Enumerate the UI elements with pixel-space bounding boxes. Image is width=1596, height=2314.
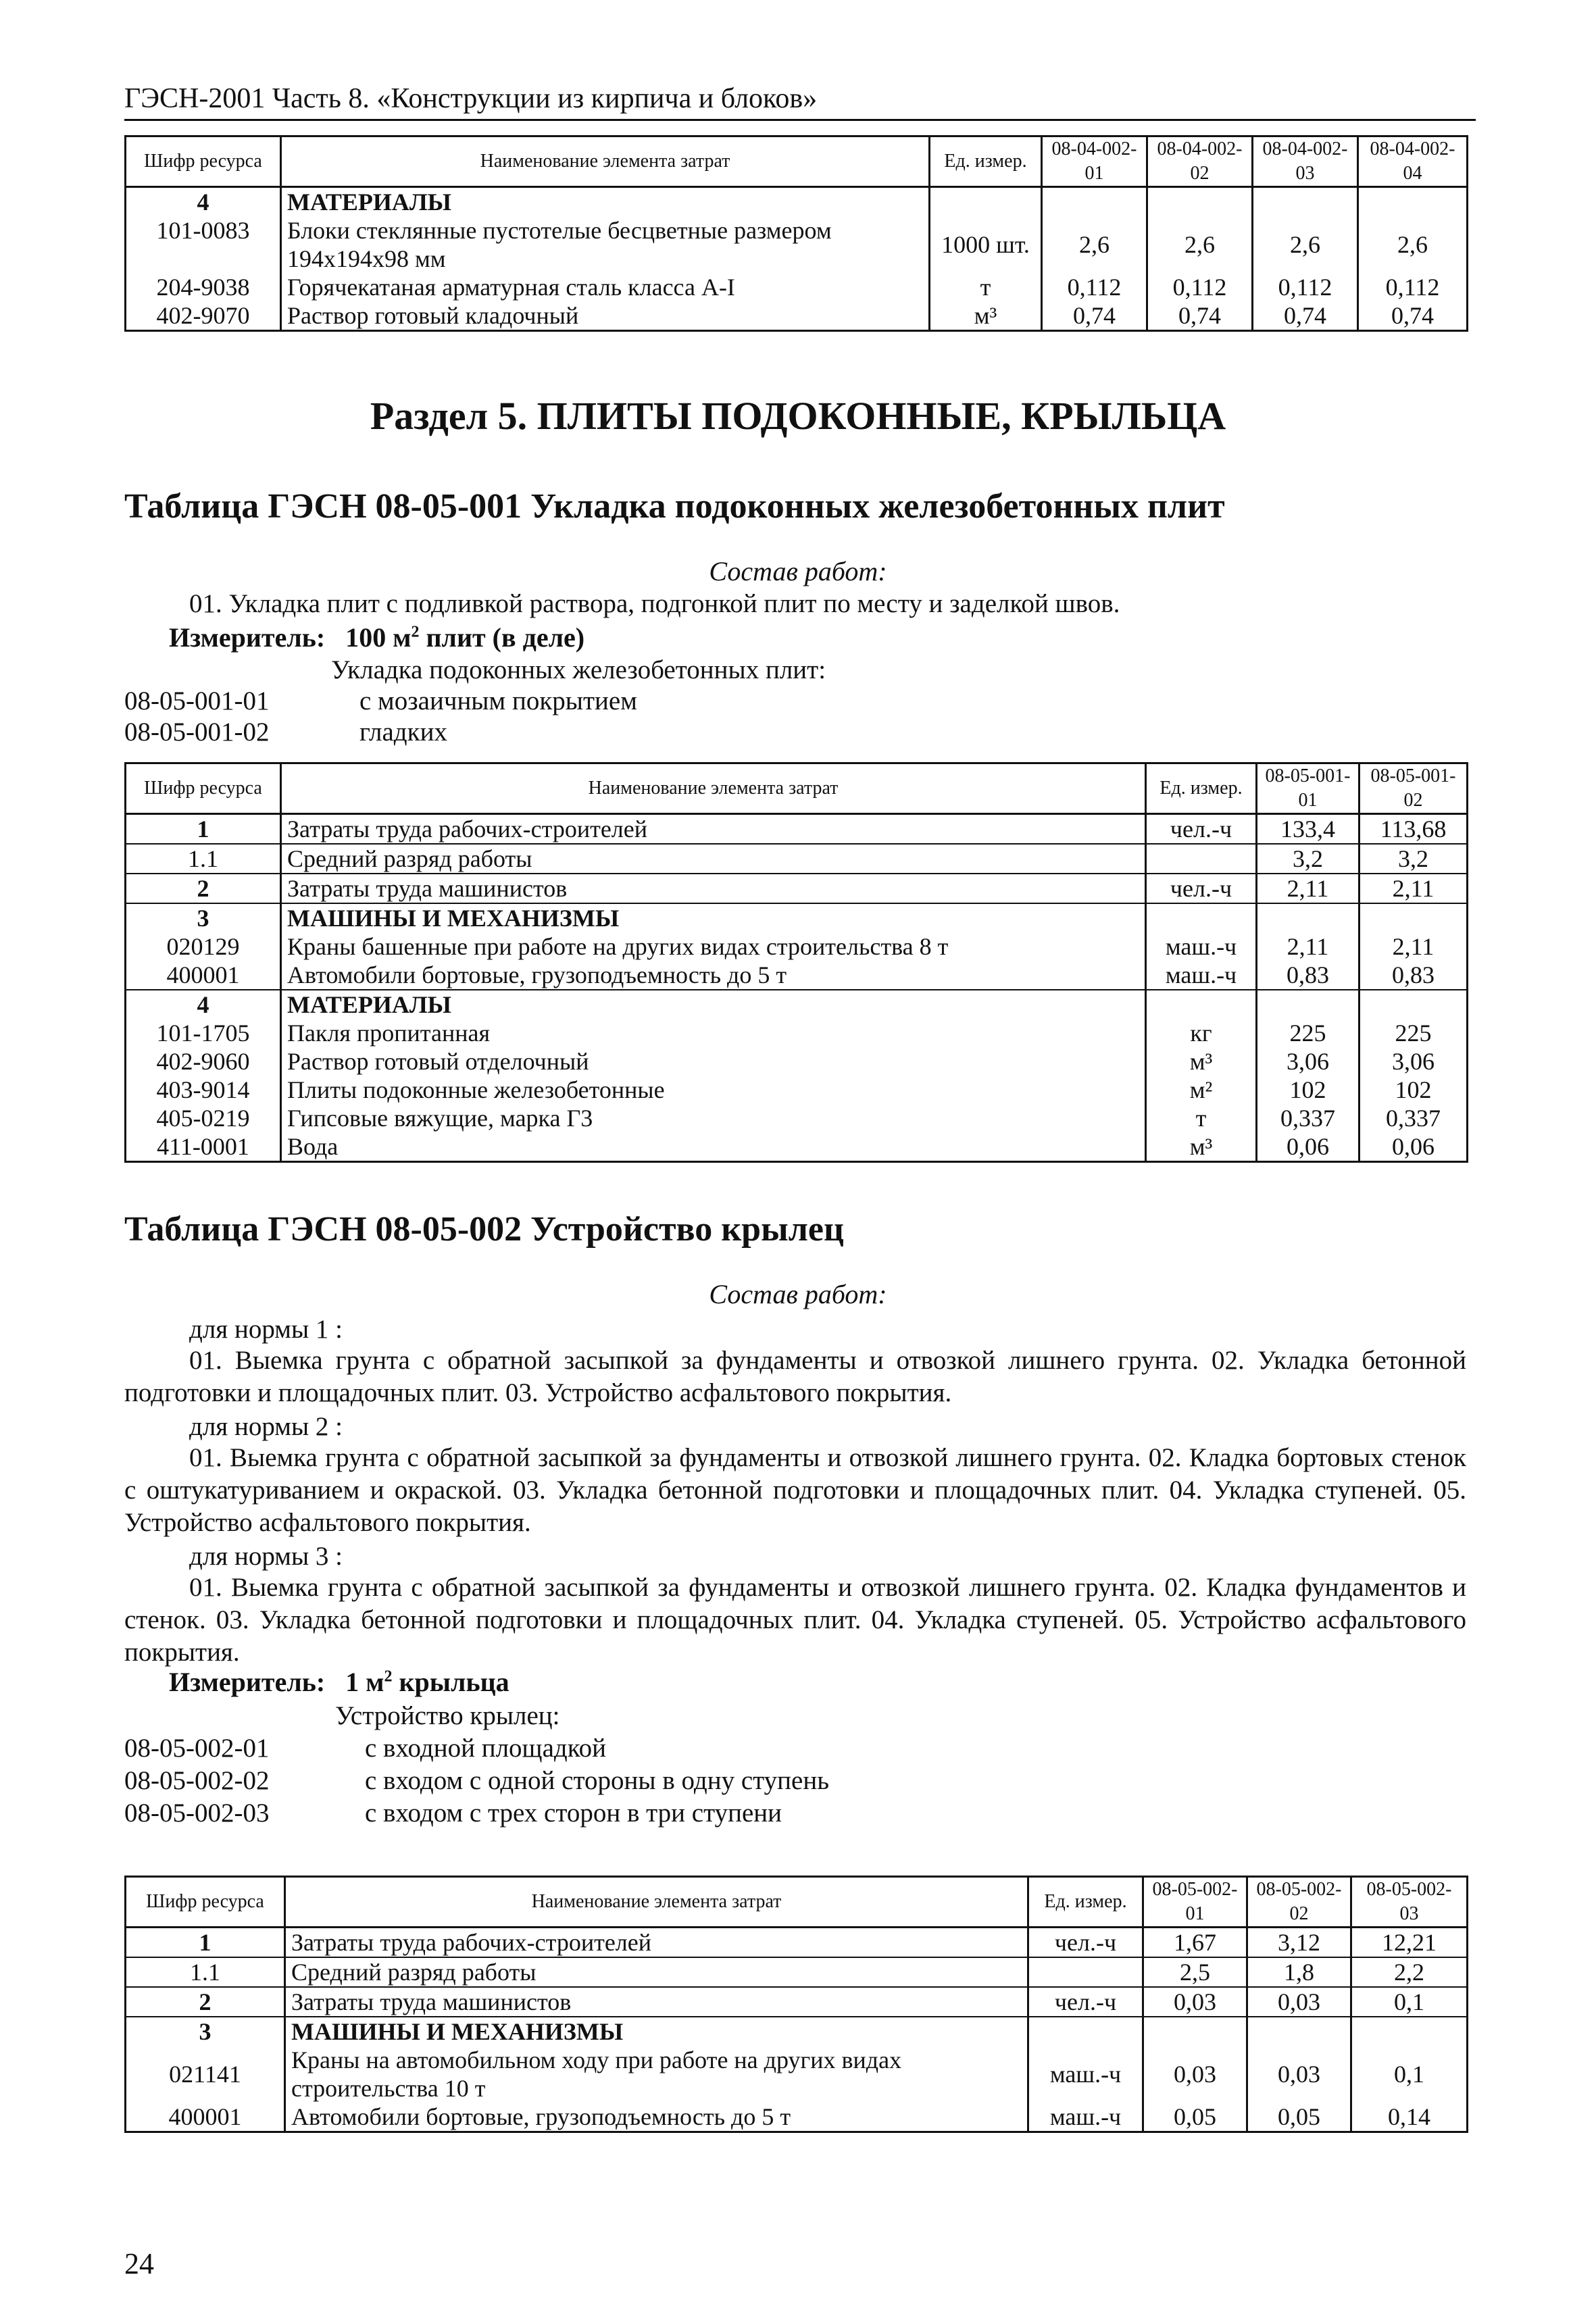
work-composition-label: Состав работ: xyxy=(709,556,887,586)
value: 225 xyxy=(1257,1019,1360,1047)
value: 2,6 xyxy=(1147,216,1253,273)
table-row xyxy=(126,814,1468,845)
header-rule xyxy=(124,119,1476,121)
value: 2,11 xyxy=(1360,932,1468,961)
resource-code: 020129 xyxy=(126,932,281,961)
table-08-05-001 xyxy=(124,762,1468,1163)
unit: м³ xyxy=(1146,1132,1257,1162)
col-header: 08-04-002-02 xyxy=(1147,136,1253,187)
value: 3,12 xyxy=(1247,1928,1351,1958)
norm-text: с входной площадкой xyxy=(365,1734,607,1763)
resource-code: 204-9038 xyxy=(126,273,281,301)
table-row xyxy=(126,2103,1468,2132)
value: 0,03 xyxy=(1247,2046,1351,2103)
resource-code: 021141 xyxy=(126,2046,285,2103)
norm-work-text: 01. Выемка грунта с обратной засыпкой за фундаменты и отвозкой лишнего грунта. 02. Кладка фундаментов и стенок. 03. Укладка бетонной подготовки и площадочных плит. 04. Укладка ступеней. 05. Устройство асфальтового покрытия. xyxy=(124,1573,1466,1667)
norm-code: 08-05-002-03 xyxy=(124,1799,270,1828)
value: 0,112 xyxy=(1147,273,1253,301)
resource-code: 1.1 xyxy=(126,844,281,874)
measure-value: 1 $м^2$ крыльца xyxy=(345,1667,509,1697)
value: 225 xyxy=(1360,1019,1468,1047)
value: 0,83 xyxy=(1360,961,1468,990)
col-header: Ед. измер. xyxy=(1028,1877,1143,1928)
col-header: 08-04-002-01 xyxy=(1042,136,1147,187)
cost-name: МАШИНЫ И МЕХАНИЗМЫ xyxy=(285,2017,1028,2046)
table-row xyxy=(126,1104,1468,1132)
cost-name: Плиты подоконные железобетонные xyxy=(281,1076,1146,1104)
resource-code: 405-0219 xyxy=(126,1104,281,1132)
value: 133,4 xyxy=(1257,814,1360,845)
table-row xyxy=(126,1019,1468,1047)
norm-label: для нормы 1 : xyxy=(189,1315,343,1344)
cost-name: Средний разряд работы xyxy=(281,844,1146,874)
unit: чел.-ч xyxy=(1146,874,1257,903)
value: 3,06 xyxy=(1257,1047,1360,1076)
section-title: Раздел 5. ПЛИТЫ ПОДОКОННЫЕ, КРЫЛЬЦА xyxy=(370,394,1226,438)
col-header: 08-04-002-04 xyxy=(1358,136,1468,187)
table-title: Таблица ГЭСН 08-05-001 Укладка подоконных железобетонных плит xyxy=(124,487,1225,526)
value: 2,11 xyxy=(1257,874,1360,903)
resource-code: 411-0001 xyxy=(126,1132,281,1162)
value: 2,6 xyxy=(1358,216,1468,273)
value: 2,11 xyxy=(1257,932,1360,961)
table-row xyxy=(126,932,1468,961)
table-row xyxy=(126,273,1468,301)
page-number: 24 xyxy=(124,2247,154,2280)
measure-value: 100 $м^2$ плит (в деле) xyxy=(345,622,585,653)
table-row xyxy=(126,2017,1468,2046)
unit: чел.-ч xyxy=(1028,1928,1143,1958)
value: 2,2 xyxy=(1351,1957,1468,1987)
resource-code: 400001 xyxy=(126,961,281,990)
table-row xyxy=(126,1132,1468,1162)
col-header: 08-04-002-03 xyxy=(1253,136,1358,187)
table-row xyxy=(126,216,1468,273)
col-header: 08-05-002-03 xyxy=(1351,1877,1468,1928)
work-composition-label: Состав работ: xyxy=(709,1279,887,1309)
norm-code: 08-05-001-01 xyxy=(124,686,270,715)
running-header: ГЭСН-2001 Часть 8. «Конструкции из кирпича и блоков» xyxy=(124,83,818,114)
value: 0,03 xyxy=(1143,1987,1247,2017)
cost-name: Раствор готовый кладочный xyxy=(281,301,930,331)
col-header: 08-05-002-02 xyxy=(1247,1877,1351,1928)
table-row xyxy=(126,1047,1468,1076)
value: 1,8 xyxy=(1247,1957,1351,1987)
unit: м³ xyxy=(1146,1047,1257,1076)
value: 0,83 xyxy=(1257,961,1360,990)
value: 0,337 xyxy=(1257,1104,1360,1132)
table-row xyxy=(126,301,1468,331)
col-header: Наименование элемента затрат xyxy=(281,763,1146,814)
work-composition-text: 01. Укладка плит с подливкой раствора, подгонкой плит по месту и заделкой швов. xyxy=(189,589,1120,618)
norm-text: с входом с одной стороны в одну ступень xyxy=(365,1766,830,1795)
value: 113,68 xyxy=(1360,814,1468,845)
value: 3,2 xyxy=(1257,844,1360,874)
unit: т xyxy=(930,273,1042,301)
resource-code: 402-9070 xyxy=(126,301,281,331)
cost-name: МАТЕРИАЛЫ xyxy=(281,187,930,217)
col-header: 08-05-001-01 xyxy=(1257,763,1360,814)
resource-code: 402-9060 xyxy=(126,1047,281,1076)
unit: маш.-ч xyxy=(1146,932,1257,961)
value: 0,03 xyxy=(1143,2046,1247,2103)
resource-code: 4 xyxy=(126,187,281,217)
unit: маш.-ч xyxy=(1146,961,1257,990)
resource-code: 2 xyxy=(126,1987,285,2017)
cost-name: Гипсовые вяжущие, марка Г3 xyxy=(281,1104,1146,1132)
table-row xyxy=(126,1928,1468,1958)
table-title: Таблица ГЭСН 08-05-002 Устройство крылец xyxy=(124,1210,844,1249)
cost-name: Краны на автомобильном ходу при работе на других видах строительства 10 т xyxy=(285,2046,1028,2103)
unit: м³ xyxy=(930,301,1042,331)
norm-text: с входом с трех сторон в три ступени xyxy=(365,1799,782,1828)
norm-label: для нормы 2 : xyxy=(189,1412,343,1441)
unit: 1000 шт. xyxy=(930,216,1042,273)
resource-code: 400001 xyxy=(126,2103,285,2132)
value: 2,6 xyxy=(1042,216,1147,273)
col-header: Ед. измер. xyxy=(930,136,1042,187)
col-header: Шифр ресурса xyxy=(126,136,281,187)
value: 102 xyxy=(1257,1076,1360,1104)
value: 0,05 xyxy=(1143,2103,1247,2132)
value: 12,21 xyxy=(1351,1928,1468,1958)
table-row xyxy=(126,990,1468,1019)
cost-name: Затраты труда рабочих-строителей xyxy=(285,1928,1028,1958)
cost-name: Затраты труда рабочих-строителей xyxy=(281,814,1146,845)
cost-name: Вода xyxy=(281,1132,1146,1162)
unit: т xyxy=(1146,1104,1257,1132)
measure-label: Измеритель: xyxy=(169,622,326,653)
value: 0,06 xyxy=(1257,1132,1360,1162)
value: 102 xyxy=(1360,1076,1468,1104)
col-header: 08-05-002-01 xyxy=(1143,1877,1247,1928)
col-header: Наименование элемента затрат xyxy=(285,1877,1028,1928)
resource-code: 2 xyxy=(126,874,281,903)
cost-name: Затраты труда машинистов xyxy=(285,1987,1028,2017)
value: 0,14 xyxy=(1351,2103,1468,2132)
table-row xyxy=(126,187,1468,217)
col-header: 08-05-001-02 xyxy=(1360,763,1468,814)
measure xyxy=(169,622,584,653)
cost-name: Автомобили бортовые, грузоподъемность до 5 т xyxy=(285,2103,1028,2132)
unit: кг xyxy=(1146,1019,1257,1047)
cost-name: Автомобили бортовые, грузоподъемность до 5 т xyxy=(281,961,1146,990)
norm-work-text: 01. Выемка грунта с обратной засыпкой за фундаменты и отвозкой лишнего грунта. 02. Укладка бетонной подготовки и площадочных плит. 03. Устройство асфальтового покрытия. xyxy=(124,1346,1466,1407)
value: 2,6 xyxy=(1253,216,1358,273)
table-row xyxy=(126,1076,1468,1104)
resource-code: 3 xyxy=(126,903,281,932)
cost-name: Блоки стеклянные пустотелые бесцветные размером 194x194x98 мм xyxy=(281,216,930,273)
value: 0,06 xyxy=(1360,1132,1468,1162)
norms-title: Устройство крылец: xyxy=(335,1701,560,1730)
value: 0,1 xyxy=(1351,1987,1468,2017)
table-row xyxy=(126,961,1468,990)
resource-code: 1 xyxy=(126,814,281,845)
resource-code: 4 xyxy=(126,990,281,1019)
cost-name: Краны башенные при работе на других видах строительства 8 т xyxy=(281,932,1146,961)
value: 2,5 xyxy=(1143,1957,1247,1987)
resource-code: 101-0083 xyxy=(126,216,281,273)
value: 0,112 xyxy=(1358,273,1468,301)
col-header: Шифр ресурса xyxy=(126,1877,285,1928)
table-row xyxy=(126,1957,1468,1987)
resource-code: 403-9014 xyxy=(126,1076,281,1104)
norm-code: 08-05-002-02 xyxy=(124,1766,270,1795)
value: 0,74 xyxy=(1358,301,1468,331)
cost-name: Горячекатаная арматурная сталь класса А-I xyxy=(281,273,930,301)
table-row xyxy=(126,844,1468,874)
value: 0,112 xyxy=(1042,273,1147,301)
table-row xyxy=(126,2046,1468,2103)
value: 0,337 xyxy=(1360,1104,1468,1132)
col-header: Ед. измер. xyxy=(1146,763,1257,814)
table-row xyxy=(126,874,1468,903)
value: 0,74 xyxy=(1147,301,1253,331)
unit: маш.-ч xyxy=(1028,2046,1143,2103)
value: 0,74 xyxy=(1253,301,1358,331)
resource-code: 1.1 xyxy=(126,1957,285,1987)
cost-name: Пакля пропитанная xyxy=(281,1019,1146,1047)
norm-label: для нормы 3 : xyxy=(189,1542,343,1571)
value: 3,2 xyxy=(1360,844,1468,874)
col-header: Шифр ресурса xyxy=(126,763,281,814)
unit: м² xyxy=(1146,1076,1257,1104)
table-row xyxy=(126,1987,1468,2017)
value: 0,03 xyxy=(1247,1987,1351,2017)
norms-title: Укладка подоконных железобетонных плит: xyxy=(331,655,826,684)
resource-code: 101-1705 xyxy=(126,1019,281,1047)
norm-text: гладких xyxy=(359,718,447,747)
cost-name: МАШИНЫ И МЕХАНИЗМЫ xyxy=(281,903,1146,932)
cost-name: Раствор готовый отделочный xyxy=(281,1047,1146,1076)
value: 1,67 xyxy=(1143,1928,1247,1958)
table-08-05-002 xyxy=(124,1876,1468,2133)
table-08-04-002 xyxy=(124,135,1468,332)
col-header: Наименование элемента затрат xyxy=(281,136,930,187)
unit: чел.-ч xyxy=(1146,814,1257,845)
norm-text: с мозаичным покрытием xyxy=(359,686,637,715)
cost-name: МАТЕРИАЛЫ xyxy=(281,990,1146,1019)
cost-name: Затраты труда машинистов xyxy=(281,874,1146,903)
norm-code: 08-05-001-02 xyxy=(124,718,270,747)
value: 0,05 xyxy=(1247,2103,1351,2132)
value: 3,06 xyxy=(1360,1047,1468,1076)
norm-code: 08-05-002-01 xyxy=(124,1734,270,1763)
resource-code: 1 xyxy=(126,1928,285,1958)
value: 0,74 xyxy=(1042,301,1147,331)
table-row xyxy=(126,903,1468,932)
measure xyxy=(169,1666,509,1698)
value: 0,1 xyxy=(1351,2046,1468,2103)
value: 2,11 xyxy=(1360,874,1468,903)
unit: маш.-ч xyxy=(1028,2103,1143,2132)
value: 0,112 xyxy=(1253,273,1358,301)
measure-label: Измеритель: xyxy=(169,1667,326,1697)
norm-work-text: 01. Выемка грунта с обратной засыпкой за фундаменты и отвозкой лишнего грунта. 02. Кладка бортовых стенок с оштукатуриванием и окраской. 03. Укладка бетонной подготовки и площадочных плит. 04. Укладка ступеней. 05. Устройство асфальтового покрытия. xyxy=(124,1443,1466,1537)
unit: чел.-ч xyxy=(1028,1987,1143,2017)
cost-name: Средний разряд работы xyxy=(285,1957,1028,1987)
resource-code: 3 xyxy=(126,2017,285,2046)
